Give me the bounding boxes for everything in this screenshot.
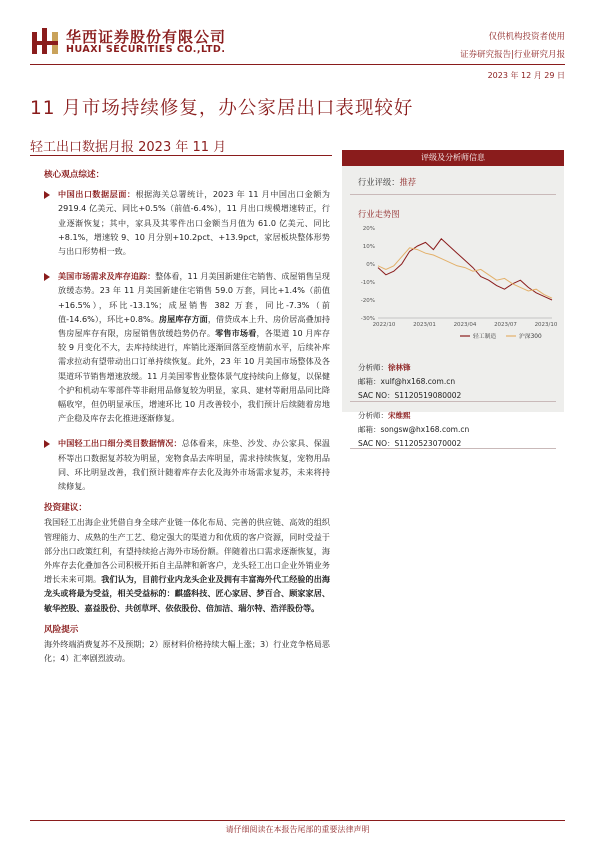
analyst-label: 分析师： <box>358 363 388 372</box>
x-tick-label: 2023/04 <box>453 322 477 328</box>
analyst-2 <box>358 410 469 449</box>
analyst-1 <box>358 362 461 401</box>
report-date: 2023 年 12 月 29 日 <box>487 71 565 80</box>
x-tick-label: 2022/10 <box>372 322 396 328</box>
invest-bold: 我们认为，目前行业内龙头企业及拥有丰富海外代工经验的出海龙头或将最为受益，相关受益标的：麒盛科技、匠心家居、梦百合、顾家家居、敏华控股、嘉益股份、共创草坪、依依股份、倍加洁、瑞尔特、浩洋股份等。 <box>44 574 330 613</box>
legend-label: 轻工制造 <box>473 334 497 340</box>
bullet-us-market <box>44 269 330 425</box>
main-content <box>44 162 330 666</box>
bullet-text: 总体看来，床垫、沙发、办公家具、保温杯等出口数据复苏较为明显，宠物食品去库明显，需求持续恢复，宠物用品同、环比明显改善，我们预计随着库存去化及海外市场需求复苏，未来将持续修复。 <box>58 438 330 492</box>
trend-chart <box>352 222 557 350</box>
rating-value: 推荐 <box>399 177 417 187</box>
series-line-0 <box>378 239 552 300</box>
x-tick-label: 2023/01 <box>413 322 436 328</box>
report-subtitle: 轻工出口数据月报 2023 年 11 月 <box>30 140 227 155</box>
audience-note: 仅供机构投资者使用 <box>488 32 565 42</box>
analyst-label: 分析师： <box>358 411 388 420</box>
analyst-sac: SAC NO：S1120523070002 <box>358 439 462 448</box>
report-title: 11 月市场持续修复，办公家居出口表现较好 <box>30 98 414 119</box>
chart-legend <box>460 332 542 340</box>
bullet-lead: 中国出口数据层面： <box>58 189 136 200</box>
industry-rating <box>358 176 416 188</box>
risk-heading: 风险提示 <box>44 624 79 635</box>
invest-body: 我国轻工出海企业凭借自身全球产业链一体化布局、完善的供应链、高效的组织管理能力、成熟的生产工艺、稳定强大的渠道力和优质的客户资源，同时受益于部分出口政策红利，有望持续抢占海外市场份额。伴随着出口需求逐渐恢复，海外库存去化叠加各公司积极开拓自主品牌和新客户，龙头轻工出口企业外销业务增长未来可期。 <box>44 517 330 585</box>
analyst-name: 宋维熙 <box>388 411 411 420</box>
invest-heading: 投资建议： <box>44 503 87 514</box>
panel-divider <box>350 401 556 402</box>
company-name-cn: 华西证券股份有限公司 <box>66 28 227 46</box>
invest-text <box>44 515 330 614</box>
chart-title: 行业走势图 <box>358 209 400 219</box>
x-tick-label: 2023/10 <box>534 322 557 328</box>
risk-text: 海外终端消费复苏不及预期；2）原材料价格持续大幅上涨；3）行业竞争格局恶化；4）汇率剧烈波动。 <box>44 639 330 664</box>
y-tick-label: 0% <box>366 262 375 268</box>
bullet-text: ，各渠道 10 月库存较 9 月变化不大，去库持续进行，库销比逐渐回落至疫情前水平，后续补库需求拉动有望带动出口订单持续恢复。此外，23 年 10 月美国市场整体及各渠道环节销售增速放缓。11 月美国零售业整体景气度持续向上修复，以保健个护和机动车零部件等非耐用品修复较为明显，家具、建材等耐用品同比降幅收窄，但仍明显承压，增速环比 10 月改善较小，我们预计后续随着房地产企稳及库存去化推进逐渐修复。 <box>58 328 330 424</box>
bullet-lead: 中国轻工出口细分类目数据情况： <box>58 438 182 449</box>
y-axis <box>361 226 375 322</box>
legal-notice[interactable]: 请仔细阅读在本报告尾部的重要法律声明 <box>225 825 370 834</box>
bullet-bold: 零售市场看 <box>215 328 257 339</box>
analyst-sac: SAC NO：S1120519080002 <box>358 391 462 400</box>
bullet-bold: 房屋库存方面 <box>158 313 208 324</box>
y-tick-label: -20% <box>360 298 375 304</box>
bullet-text: ，借贷成本上升、房价居高叠加持售房屋库存有限，房屋销售放缓趋势仍存。 <box>58 313 330 339</box>
series-lines <box>378 239 552 300</box>
analyst-email[interactable]: 邮箱：songsw@hx168.com.cn <box>358 425 470 434</box>
bullet-export-data <box>44 187 330 258</box>
huaxi-logo-icon <box>30 26 60 56</box>
x-axis <box>373 318 557 328</box>
report-type: 证券研究报告|行业研究月报 <box>460 50 565 60</box>
core-heading: 核心观点综述： <box>44 170 105 180</box>
header-divider <box>30 64 565 65</box>
panel-divider <box>350 194 556 195</box>
y-tick-label: 10% <box>362 244 375 250</box>
legend-label: 沪深300 <box>519 334 542 340</box>
subtitle-divider <box>30 155 332 156</box>
y-tick-label: -30% <box>360 316 375 322</box>
rating-label: 行业评级： <box>358 177 400 187</box>
y-tick-label: 20% <box>362 226 375 232</box>
bullet-text: 根据海关总署统计，2023 年 11 月中国出口金额为 2919.4 亿美元、同比+0.5%（前值-6.4%），11 月出口规模增速转正，行业逐渐恢复；其中，家具及其零件出口金额当月值为 61.0 亿美元、同比+8.1%，增速较 9、10 月分别+10.2pct、+13.9pct，家居板块整体形势与出口形势相一致。 <box>58 189 330 257</box>
bullet-text: 整体看，11 月美国新建住宅销售、成屋销售呈现放缓态势。23 年 11 月美国新建住宅销售 59.0 万套，同比+1.4%（前值+16.5%），环比-13.1%；成屋销售 382 万套，同比-7.3%（前值-14.6%），环比+0.8%。 <box>58 271 330 324</box>
company-name-en: HUAXI SECURITIES CO.,LTD. <box>66 44 226 55</box>
analyst-email[interactable]: 邮箱：xulf@hx168.com.cn <box>358 377 456 386</box>
footer-divider <box>30 820 565 821</box>
panel-title: 评级及分析师信息 <box>342 150 564 166</box>
analyst-name: 徐林锋 <box>388 363 411 372</box>
series-line-1 <box>378 248 552 298</box>
bullet-lead: 美国市场需求及库存追踪： <box>58 271 156 282</box>
bullet-category-data <box>44 436 330 493</box>
panel-divider <box>350 448 556 449</box>
y-tick-label: -10% <box>360 280 375 286</box>
x-tick-label: 2023/07 <box>494 322 517 328</box>
